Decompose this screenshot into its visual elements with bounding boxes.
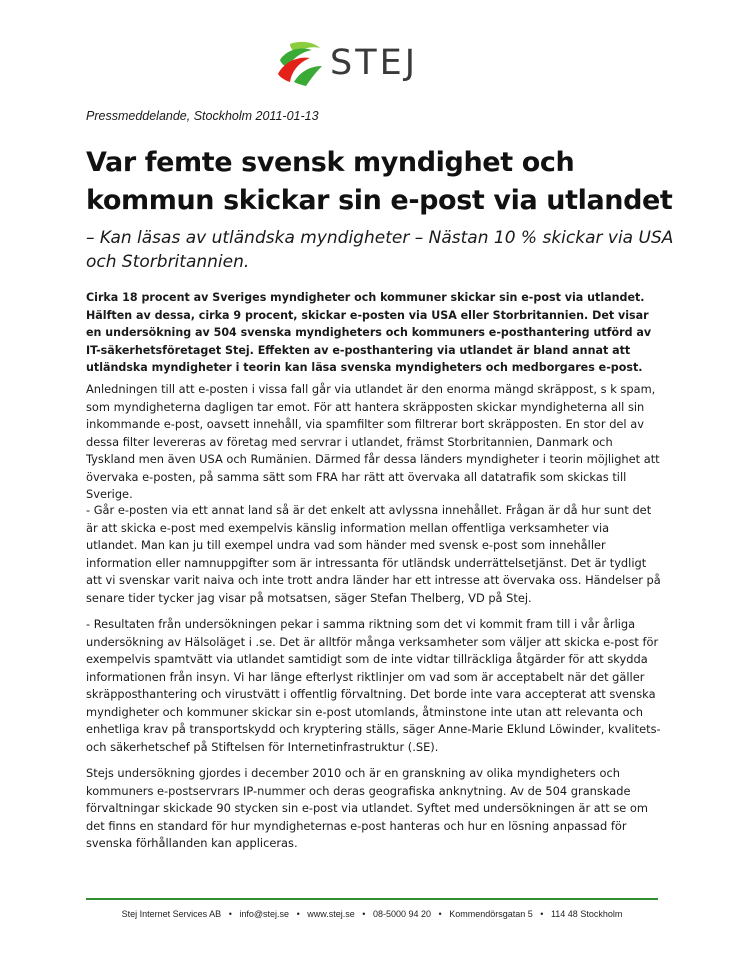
page-title: Var femte svensk myndighet och kommun skickar sin e-post via utlandet [86,147,673,216]
dateline: Pressmeddelande, Stockholm 2011-01-13 [86,109,319,123]
footer-postal: 114 48 Stockholm [550,909,623,919]
footer-separator: • [228,909,232,919]
footer-company: Stej Internet Services AB [121,909,222,919]
stej-logo [276,40,418,86]
stej-logo-mark-icon [276,40,324,86]
body-paragraph: Anledningen till att e-posten i vissa fall går via utlandet är den enorma mängd skräppost, s k spam, som myndigheterna dagligen tar emot. För att hantera skräpposten skickar myndigheterna all sin inkommande e-post, oavsett innehåll, via spamfilter som filtrerar bort skräpposten. En stor del av dessa filter levereras av företag med servrar i utlandet, främst Storbritannien, Danmark och Tyskland men även USA och Rumänien. Därmed får dessa länders myndigheter i teorin möjlighet att övervaka e-posten, på samma sätt som FRA har rätt att övervaka all datatrafik som skickas till Sverige. [86,382,660,501]
body-paragraph: Stejs undersökning gjordes i december 2010 och är en granskning av olika myndigheters och kommuners e-postservrars IP-nummer och deras geografiska anknytning. Av de 504 granskade förvaltningar skickade 90 stycken sin e-post via utlandet. Syftet med undersökningen är att se om det finns en standard för hur myndigheternas e-post hanteras och hur en lösning anpassad för svenska förhållanden kan appliceras. [86,766,648,850]
subheadline: – Kan läsas av utländska myndigheter – Nästan 10 % skickar via USA och Storbritannien. [86,228,674,272]
footer [86,909,658,919]
footer-separator: • [438,909,442,919]
footer-divider [86,898,658,900]
footer-street: Kommendörsgatan 5 [449,909,533,919]
body-paragraph: - Går e-posten via ett annat land så är det enkelt att avlyssna innehållet. Frågan är då hur sunt det är att skicka e-post med exempelvis känslig information mellan offentliga verksamheter via utlandet. Man kan ju till exempel undra vad som händer med svensk e-post som innehåller information eller namnuppgifter som är intressanta för utländsk underrättelsetjänst. Det är tydligt att vi svenskar varit naiva och inte trott andra länder har ett intresse att övervaka oss. Händelser på senare tider tycker jag visar på motsatsen, säger Stefan Thelberg, VD på Stej. [86,503,661,605]
body-paragraph: - Resultaten från undersökningen pekar i samma riktning som det vi kommit fram till i vår årliga undersökning av Hälsoläget i .se. Det är alltför många verksamheter som väljer att skicka e-post för exempelvis spamtvätt via utlandet samtidigt som de inte vidtar tillräckliga åtgärder för att skydda informationen från insyn. Vi har länge efterlyst riktlinjer om vad som är acceptabelt när det gäller skräpposthantering och virustvätt i offentlig förvaltning. Det borde inte vara accepterat att svenska myndigheter och kommuner skickar sin e-post utomlands, åtminstone inte utan att relevanta och enhetliga krav på transportskydd och kryptering ställs, säger Anne-Marie Eklund Löwinder, kvalitets- och säkerhetschef på Stiftelsen för Internetinfrastruktur (.SE). [86,617,661,754]
stej-logo-wordmark: STEJ [330,43,419,83]
lead-paragraph: Cirka 18 procent av Sveriges myndigheter och kommuner skickar sin e-post via utlandet. Hälften av dessa, cirka 9 procent, skickar e-posten via USA eller Storbritannien. Det visar en undersökning av 504 svenska myndigheters och kommuners e-posthantering utförd av IT-säkerhetsföretaget Stej. Effekten av e-posthantering via utlandet är bland annat att utländska myndigheter i teorin kan läsa svenska myndigheters och medborgares e-post. [86,291,652,374]
footer-phone: 08-5000 94 20 [372,909,432,919]
footer-separator: • [296,909,300,919]
footer-email-link[interactable]: info@stej.se [239,909,290,919]
footer-separator: • [540,909,544,919]
footer-separator: • [362,909,366,919]
footer-website-link[interactable]: www.stej.se [307,909,355,919]
